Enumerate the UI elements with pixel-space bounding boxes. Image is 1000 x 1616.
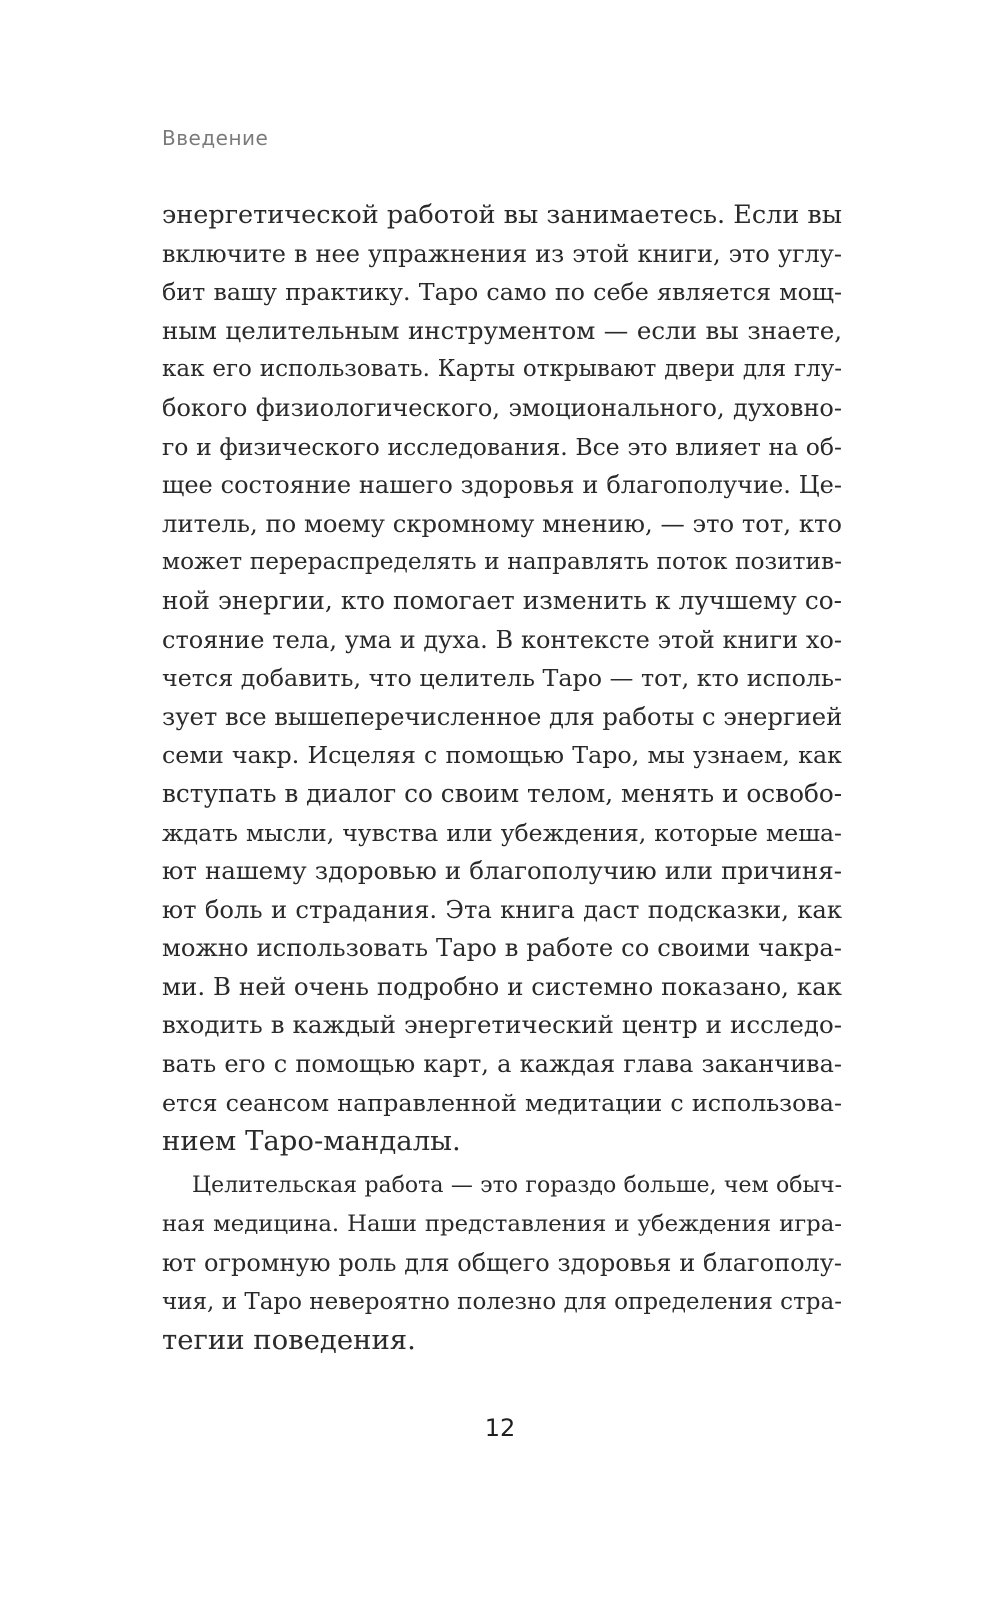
page-number: 12 xyxy=(484,1414,516,1442)
text-line: входить в каждый энергетический центр и исследо- xyxy=(162,1010,842,1040)
text-line: бокого физиологического, эмоционального, духовно- xyxy=(162,393,842,422)
text-line: щее состояние нашего здоровья и благополучие. Це- xyxy=(162,471,842,500)
text-line: чется добавить, что целитель Таро — тот, кто исполь- xyxy=(162,664,842,693)
text-line: ным целительным инструментом — если вы знаете, xyxy=(162,315,842,345)
text-line: тегии поведения. xyxy=(162,1324,416,1357)
text-line: ная медицина. Наши представления и убеждения игра- xyxy=(162,1211,842,1238)
text-line: нием Таро-мандалы. xyxy=(162,1125,461,1158)
text-line: можно использовать Таро в работе со своими чакра- xyxy=(162,933,842,963)
text-line: го и физического исследования. Все это влияет на об- xyxy=(162,432,842,461)
text-line: энергетической работой вы занимаетесь. Если вы xyxy=(162,200,843,230)
text-line: стояние тела, ума и духа. В контексте этой книги хо- xyxy=(162,625,842,654)
text-line: как его использовать. Карты открывают двери для глу- xyxy=(162,356,842,383)
text-line: семи чакр. Исцеляя с помощью Таро, мы узнаем, как xyxy=(162,741,842,770)
running-head: Введение xyxy=(162,126,269,150)
text-line: чия, и Таро невероятно полезно для определения стра- xyxy=(162,1288,842,1315)
text-line: зует все вышеперечисленное для работы с энергией xyxy=(162,701,843,731)
text-line: ждать мысли, чувства или убеждения, которые меша- xyxy=(162,818,842,847)
text-line: ной энергии, кто помогает изменить к лучшему со- xyxy=(162,585,842,615)
text-line: вать его с помощью карт, а каждая глава заканчива- xyxy=(162,1050,842,1079)
text-line: ют боль и страдания. Эта книга даст подсказки, как xyxy=(162,894,842,924)
text-line: ми. В ней очень подробно и системно показано, как xyxy=(162,971,842,1001)
text-line: вступать в диалог со своим телом, менять и освобо- xyxy=(162,778,843,808)
paragraph-2 xyxy=(162,1167,842,1360)
paragraph-1 xyxy=(162,196,842,1161)
text-line: ется сеансом направленной медитации с использова- xyxy=(162,1088,842,1117)
text-line: Целительская работа — это гораздо больше, чем обыч- xyxy=(192,1172,842,1198)
text-line: включите в нее упражнения из этой книги, это углу- xyxy=(162,239,842,268)
text-line: может перераспределять и направлять поток позитив- xyxy=(162,548,842,576)
text-line: ют огромную роль для общего здоровья и благополу- xyxy=(162,1249,842,1278)
text-line: ют нашему здоровью и благополучию или причиня- xyxy=(162,856,842,886)
text-line: литель, по моему скромному мнению, — это тот, кто xyxy=(162,508,842,538)
body-text xyxy=(162,196,842,1360)
text-line: бит вашу практику. Таро само по себе является мощ- xyxy=(162,278,842,307)
